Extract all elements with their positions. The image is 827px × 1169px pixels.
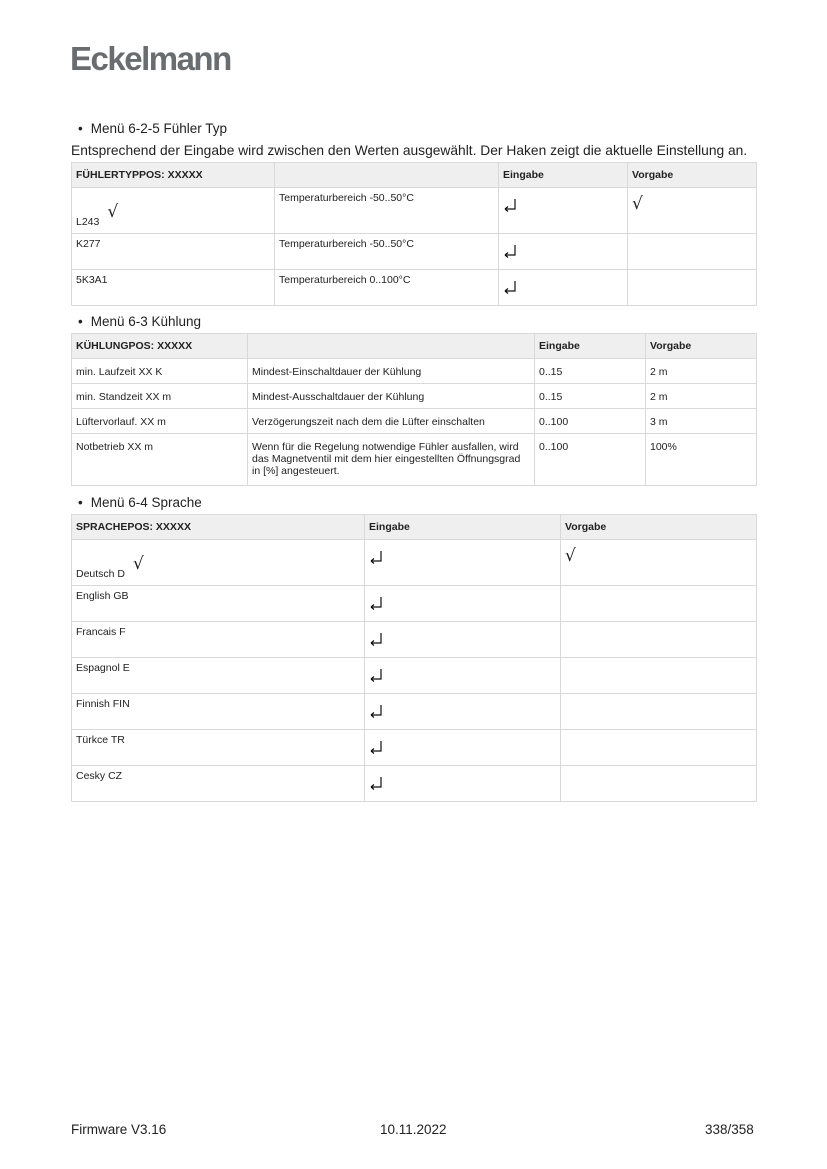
footer-page-number: 338/358 [705, 1122, 754, 1137]
description-cell: Mindest-Ausschaltdauer der Kühlung [248, 384, 535, 409]
range-cell: Temperaturbereich -50..50°C [275, 188, 499, 234]
column-header: KÜHLUNGPOS: XXXXX [72, 334, 248, 359]
checkmark-icon: √ [133, 554, 144, 574]
section-title-text: Menü 6-3 Kühlung [90, 314, 202, 329]
default-value-cell: 2 m [646, 384, 757, 409]
table-row [72, 270, 757, 306]
section-title-kuehlung [78, 314, 201, 329]
brand-logo: Eckelmann [70, 40, 231, 77]
table-row [72, 409, 757, 434]
default-cell [561, 586, 757, 622]
parameter-cell: min. Standzeit XX m [72, 384, 248, 409]
parameter-cell: Lüftervorlauf. XX m [72, 409, 248, 434]
input-cell [365, 586, 561, 622]
input-cell [499, 234, 628, 270]
column-header [248, 334, 535, 359]
language-cell [72, 658, 365, 694]
checkmark-icon: √ [107, 202, 119, 222]
enter-key-icon[interactable] [369, 740, 383, 754]
enter-key-icon[interactable] [503, 280, 517, 294]
checkmark-icon: √ [565, 546, 576, 566]
input-cell [365, 540, 561, 586]
enter-key-icon[interactable] [369, 776, 383, 790]
table-row [72, 434, 757, 486]
input-cell [365, 694, 561, 730]
parameter-cell: min. Laufzeit XX K [72, 359, 248, 384]
column-header: Eingabe [365, 515, 561, 540]
sensor-type-name: 5K3A1 [76, 274, 108, 286]
column-header: FÜHLERTYPPOS: XXXXX [72, 163, 275, 188]
section-title-sprache [78, 495, 202, 510]
input-range-cell: 0..100 [535, 409, 646, 434]
bullet: • [78, 314, 83, 329]
language-cell [72, 586, 365, 622]
table-row [72, 384, 757, 409]
description-cell: Verzögerungszeit nach dem die Lüfter einschalten [248, 409, 535, 434]
language-name: Francais F [76, 626, 126, 638]
default-cell [628, 234, 757, 270]
table-row [72, 730, 757, 766]
table-header-row [72, 334, 757, 359]
input-cell [365, 658, 561, 694]
table-row [72, 586, 757, 622]
default-cell [561, 622, 757, 658]
language-cell [72, 540, 365, 586]
range-cell: Temperaturbereich -50..50°C [275, 234, 499, 270]
sprache-table [71, 514, 757, 802]
default-cell [561, 658, 757, 694]
input-cell [365, 730, 561, 766]
kuehlung-table [71, 333, 757, 486]
table-row [72, 188, 757, 234]
sensor-type-name: L243 [76, 216, 100, 228]
default-cell [561, 766, 757, 802]
default-cell [561, 540, 757, 586]
enter-key-icon[interactable] [369, 632, 383, 646]
language-cell [72, 730, 365, 766]
column-header: Vorgabe [561, 515, 757, 540]
description-cell: Mindest-Einschaltdauer der Kühlung [248, 359, 535, 384]
default-value-cell: 3 m [646, 409, 757, 434]
range-cell: Temperaturbereich 0..100°C [275, 270, 499, 306]
table-row [72, 766, 757, 802]
intro-text: Entsprechend der Eingabe wird zwischen den Werten ausgewählt. Der Haken zeigt die aktuelle Einstellung an. [71, 143, 748, 158]
table-row [72, 658, 757, 694]
table-row [72, 540, 757, 586]
default-cell [628, 270, 757, 306]
parameter-cell: Notbetrieb XX m [72, 434, 248, 486]
language-cell [72, 622, 365, 658]
table-header-row [72, 515, 757, 540]
input-cell [365, 766, 561, 802]
column-header: Eingabe [499, 163, 628, 188]
default-value-cell: 2 m [646, 359, 757, 384]
fuehler-typ-table [71, 162, 757, 306]
language-cell [72, 694, 365, 730]
input-cell [499, 188, 628, 234]
footer-firmware: Firmware V3.16 [71, 1122, 167, 1137]
enter-key-icon[interactable] [369, 596, 383, 610]
table-row [72, 622, 757, 658]
section-title-text: Menü 6-4 Sprache [90, 495, 202, 510]
section-title-fuehler-typ [78, 121, 227, 136]
sensor-type-cell [72, 234, 275, 270]
sensor-type-cell [72, 270, 275, 306]
description-cell: Wenn für die Regelung notwendige Fühler ausfallen, wird das Magnetventil mit dem hier eingestellten Öffnungsgrad in [%] angesteuert. [248, 434, 535, 486]
default-cell [561, 694, 757, 730]
column-header [275, 163, 499, 188]
enter-key-icon[interactable] [503, 198, 517, 212]
input-range-cell: 0..100 [535, 434, 646, 486]
language-name: Türkce TR [76, 734, 125, 746]
enter-key-icon[interactable] [369, 550, 383, 564]
input-cell [499, 270, 628, 306]
footer-date: 10.11.2022 [380, 1122, 447, 1137]
input-range-cell: 0..15 [535, 359, 646, 384]
language-name: English GB [76, 590, 129, 602]
column-header: SPRACHEPOS: XXXXX [72, 515, 365, 540]
enter-key-icon[interactable] [369, 668, 383, 682]
table-row [72, 694, 757, 730]
column-header: Vorgabe [646, 334, 757, 359]
sensor-type-cell [72, 188, 275, 234]
language-name: Espagnol E [76, 662, 130, 674]
language-name: Cesky CZ [76, 770, 123, 782]
input-range-cell: 0..15 [535, 384, 646, 409]
default-cell [628, 188, 757, 234]
language-name: Finnish FIN [76, 698, 130, 710]
bullet: • [78, 495, 83, 510]
sensor-type-name: K277 [76, 238, 101, 250]
enter-key-icon[interactable] [369, 704, 383, 718]
bullet: • [78, 121, 83, 136]
input-cell [365, 622, 561, 658]
default-cell [561, 730, 757, 766]
table-row [72, 234, 757, 270]
section-title-text: Menü 6-2-5 Fühler Typ [90, 121, 228, 136]
table-row [72, 359, 757, 384]
checkmark-icon: √ [632, 194, 643, 214]
column-header: Eingabe [535, 334, 646, 359]
language-cell [72, 766, 365, 802]
table-header-row [72, 163, 757, 188]
language-name: Deutsch D [76, 568, 126, 580]
enter-key-icon[interactable] [503, 244, 517, 258]
column-header: Vorgabe [628, 163, 757, 188]
default-value-cell: 100% [646, 434, 757, 486]
